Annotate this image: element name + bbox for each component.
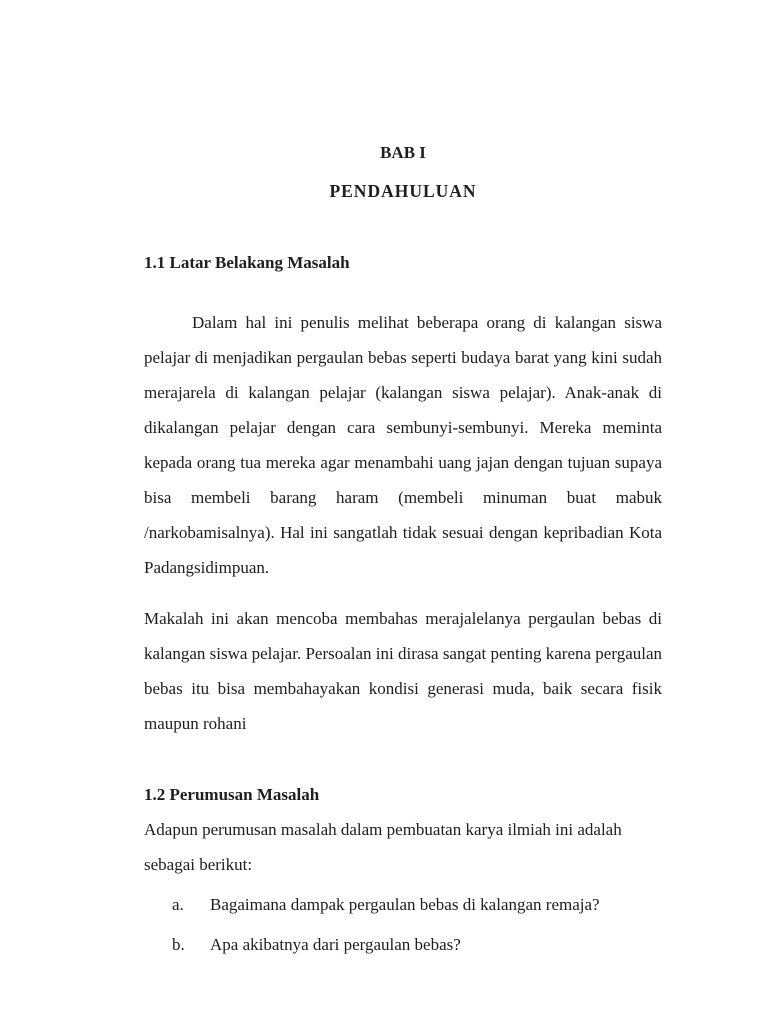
list-item-a xyxy=(144,887,662,922)
list-item-b xyxy=(144,927,662,962)
chapter-title: BAB I xyxy=(380,143,426,162)
paragraph-latar-belakang-1: Dalam hal ini penulis melihat beberapa orang di kalangan siswa pelajar di menjadikan pergaulan bebas seperti budaya barat yang kini sudah merajarela di kalangan pelajar (kalangan siswa pelajar). Anak-anak di dikalangan pelajar dengan cara sembunyi-sembunyi. Mereka meminta kepada orang tua mereka agar menambahi uang jajan dengan tujuan supaya bisa membeli barang haram (membeli minuman buat mabuk /narkobamisalnya). Hal ini sangatlah tidak sesuai dengan kepribadian Kota Padangsidimpuan. xyxy=(144,313,662,577)
section-latar-belakang-masalah xyxy=(144,253,662,741)
chapter-header xyxy=(144,143,662,201)
list-item-text: Apa akibatnya dari pergaulan bebas? xyxy=(210,935,461,954)
question-list xyxy=(144,887,662,962)
paragraph-perumusan-intro: Adapun perumusan masalah dalam pembuatan karya ilmiah ini adalah sebagai berikut: xyxy=(144,820,622,874)
chapter-subtitle: PENDAHULUAN xyxy=(329,181,477,201)
section-heading-1-1: 1.1 Latar Belakang Masalah xyxy=(144,253,350,272)
list-item-marker: b. xyxy=(172,935,185,954)
list-item-marker: a. xyxy=(172,895,184,914)
paragraph-latar-belakang-2: Makalah ini akan mencoba membahas merajalelanya pergaulan bebas di kalangan siswa pelajar. Persoalan ini dirasa sangat penting karena pergaulan bebas itu bisa membahayakan kondisi generasi muda, baik secara fisik maupun rohani xyxy=(144,609,663,733)
section-perumusan-masalah xyxy=(144,785,662,962)
section-heading-1-2: 1.2 Perumusan Masalah xyxy=(144,785,320,804)
list-item-text: Bagaimana dampak pergaulan bebas di kalangan remaja? xyxy=(210,895,600,914)
